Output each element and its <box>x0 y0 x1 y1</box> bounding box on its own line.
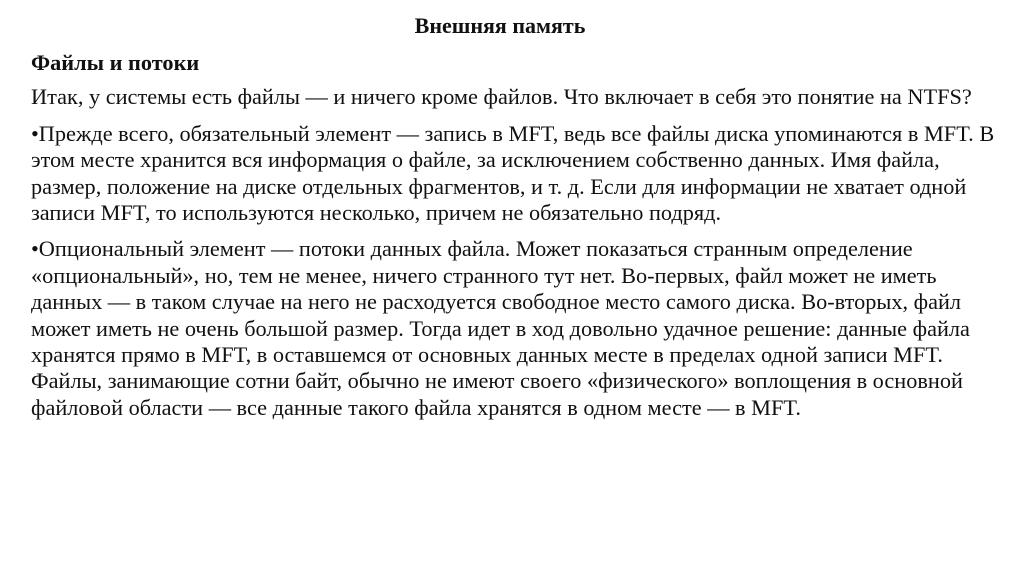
bullet-mft-record: •Прежде всего, обязательный элемент — запись в MFT, ведь все файлы диска упоминаются в MFT. В этом месте хранится вся информация о файле, за исключением собственно данных. Имя файла, размер, положение на диске отдельных фрагментов, и т. д. Если для информации не хватает одной записи MFT, то используются несколько, причем не обязательно подряд. <box>31 120 995 226</box>
bullet-data-streams: •Опциональный элемент — потоки данных файла. Может показаться странным определение «опциональный», но, тем не менее, ничего странного тут нет. Во-первых, файл может не иметь данных — в таком случае на него не расходуется свободное место самого диска. Во-вторых, файл может иметь не очень большой размер. Тогда идет в ход довольно удачное решение: данные файла хранятся прямо в MFT, в оставшемся от основных данных месте в пределах одной записи MFT. Файлы, занимающие сотни байт, обычно не имеют своего «физического» воплощения в основной файловой области — все данные такого файла хранятся в одном месте — в MFT. <box>31 236 970 420</box>
slide-title: Внешняя память <box>414 13 586 38</box>
slide-content <box>31 50 1006 421</box>
intro-paragraph: Итак, у системы есть файлы — и ничего кроме файлов. Что включает в себя это понятие на NTFS? <box>31 84 972 110</box>
section-subtitle: Файлы и потоки <box>31 50 200 75</box>
